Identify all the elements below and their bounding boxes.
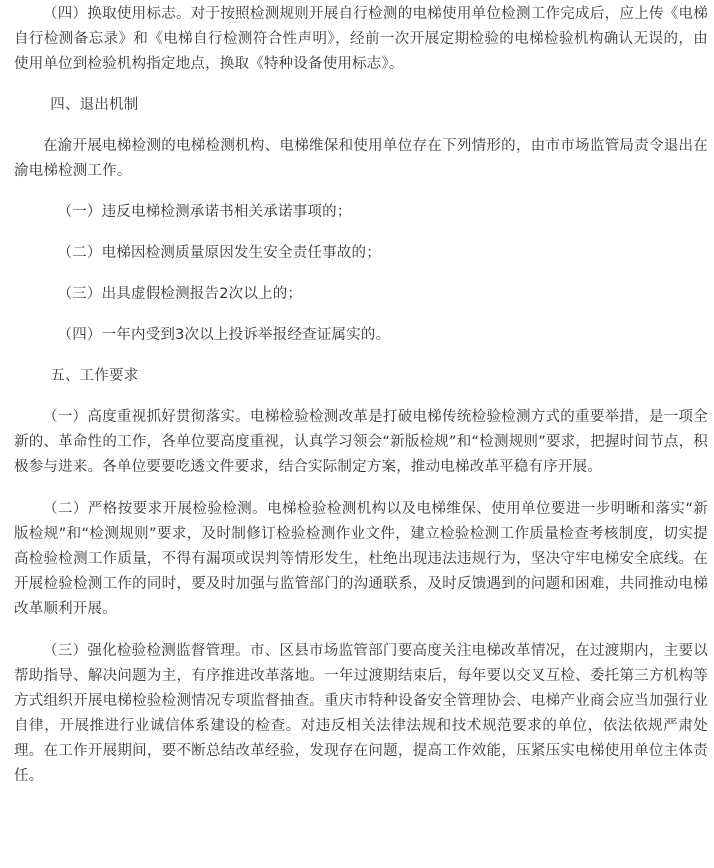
paragraph-exchange-mark: （四）换取使用标志。对于按照检测规则开展自行检测的电梯使用单位检测工作完成后，应上传《电梯自行检测备忘录》和《电梯自行检测符合性声明》，经前一次开展定期检验的电梯检验机构确认无误的，由使用单位到检验机构指定地点，换取《特种设备使用标志》。	[14, 6, 708, 72]
paragraph-requirement-1: （一）高度重视抓好贯彻落实。电梯检验检测改革是打破电梯传统检验检测方式的重要举措，是一项全新的、革命性的工作，各单位要高度重视，认真学习领会“新版检规”和“检测规则”要求，把握时间节点，积极参与进来。各单位要要吃透文件要求，结合实际制定方案，推动电梯改革平稳有序开展。	[14, 409, 708, 475]
exit-item-2: （二）电梯因检测质量原因发生安全责任事故的；	[57, 245, 381, 261]
exit-item-1: （一）违反电梯检测承诺书相关承诺事项的；	[57, 204, 352, 220]
paragraph-requirement-3: （三）强化检验检测监督管理。市、区县市场监管部门要高度关注电梯改革情况，在过渡期内，主要以帮助指导、解决问题为主，有序推进改革落地。一年过渡期结束后，每年要以交叉互检、委托第三方机构等方式组织开展电梯检验检测情况专项监督抽查。重庆市特种设备安全管理协会、电梯产业商会应当加强行业自律，开展推进行业诚信体系建设的检查。对违反相关法律法规和技术规范要求的单位，依法依规严肃处理。在工作开展期间，要不断总结改革经验，发现存在问题，提高工作效能，压紧压实电梯使用单位主体责任。	[14, 643, 708, 784]
paragraph-exit-intro: 在渝开展电梯检测的电梯检测机构、电梯维保和使用单位存在下列情形的，由市市场监管局责令退出在渝电梯检测工作。	[14, 138, 708, 179]
section-heading-exit-mechanism: 四、退出机制	[50, 97, 139, 113]
exit-item-4: （四）一年内受到3次以上投诉举报经查证属实的。	[57, 327, 391, 343]
exit-item-3: （三）出具虚假检测报告2次以上的；	[57, 286, 303, 302]
paragraph-requirement-2: （二）严格按要求开展检验检测。电梯检验检测机构以及电梯维保、使用单位要进一步明晰和落实“新版检规”和“检测规则”要求，及时制修订检验检测作业文件，建立检验检测工作质量检查考核制度，切实提高检验检测工作质量，不得有漏项或误判等情形发生，杜绝出现违法违规行为，坚决守牢电梯安全底线。在开展检验检测工作的同时，要及时加强与监管部门的沟通联系，及时反馈遇到的问题和困难，共同推动电梯改革顺利开展。	[14, 501, 708, 617]
section-heading-work-requirements: 五、工作要求	[50, 368, 139, 384]
